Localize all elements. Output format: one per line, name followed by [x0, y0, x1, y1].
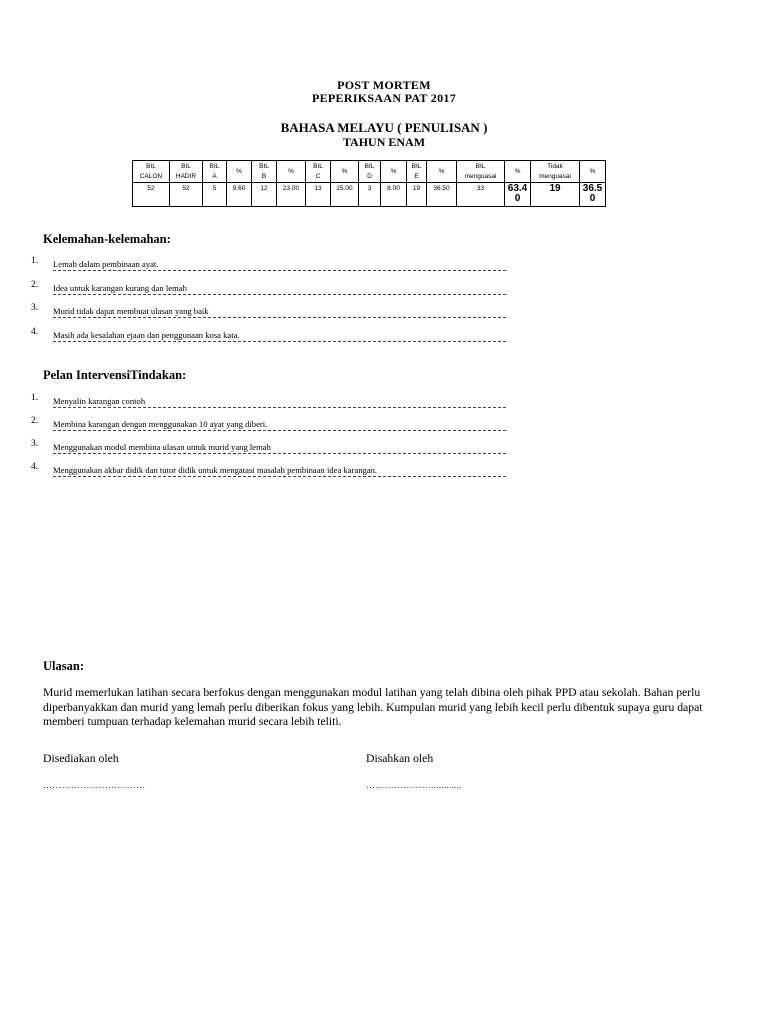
- value-cell: 5: [203, 183, 227, 207]
- header-cell: %: [277, 161, 306, 183]
- list-item: [0, 256, 510, 273]
- value-cell-tidak-menguasai-percent: 36.5 0: [580, 183, 606, 207]
- list-item: [0, 439, 510, 456]
- value-cell: 33: [457, 183, 505, 207]
- approved-by-signature-line: …………………............: [366, 780, 462, 790]
- value-cell: 23.00: [277, 183, 306, 207]
- header-cell: BIL CALON: [133, 161, 170, 183]
- list-text: Menggunakan akbar didik dan tutor didik untuk mengatasi masalah pembinaan idea karangan.: [53, 465, 506, 477]
- list-number: 2.: [31, 416, 39, 426]
- list-item: [0, 462, 510, 479]
- header-cell: BIL menguasai: [457, 161, 505, 183]
- list-text: Menggunakan modul membina ulasan untuk murid yang lemah: [53, 442, 506, 454]
- list-text: Membina karangan dengan menggunakan 10 ayat yang diberi.: [53, 419, 506, 431]
- list-text: Lemah dalam pembinaan ayat.: [53, 259, 506, 271]
- header-cell: %: [580, 161, 606, 183]
- list-text: Murid tidak dapat membuat ulasan yang baik: [53, 306, 506, 318]
- doc-title-year: TAHUN ENAM: [342, 135, 426, 149]
- doc-title-post-mortem: POST MORTEM: [337, 78, 431, 92]
- list-item: [0, 393, 510, 410]
- list-text: Masih ada kesalahan ejaan dan penggunaan kosa kata.: [53, 330, 506, 342]
- list-text: Idea untuk karangan kurang dan lemah: [53, 283, 506, 295]
- list-number: 1.: [31, 256, 39, 266]
- list-number: 4.: [31, 327, 39, 337]
- review-paragraph: Murid memerlukan latihan secara berfokus dengan menggunakan modul latihan yang telah dibina oleh pihak PPD atau sekolah. Bahan perlu diperbanyakkan dan murid yang lemah perlu diberikan fokus yang lebih. Kumpulan murid yang lebih kecil perlu dibentuk supaya guru dapat memberi tumpuan terhadap kelemahan murid secara lebih teliti.: [43, 686, 703, 729]
- header-cell: %: [227, 161, 252, 183]
- review-heading: Ulasan:: [43, 659, 84, 673]
- value-cell-menguasai-percent: 63.4 0: [505, 183, 531, 207]
- value-cell: 52: [133, 183, 170, 207]
- value-cell: 52: [170, 183, 203, 207]
- header-cell: BIL B: [252, 161, 277, 183]
- list-item: [0, 327, 510, 344]
- value-cell: 13: [306, 183, 331, 207]
- header-cell: BIL HADIR: [170, 161, 203, 183]
- header-cell: %: [427, 161, 457, 183]
- table-row: [133, 183, 606, 207]
- list-number: 3.: [31, 303, 39, 313]
- header-cell: BIL D: [359, 161, 381, 183]
- prepared-by-label: Disediakan oleh: [43, 752, 119, 765]
- value-cell: 36.50: [427, 183, 457, 207]
- value-cell-tidak-menguasai: 19: [531, 183, 580, 207]
- value-cell: 19: [407, 183, 427, 207]
- prepared-by-signature-line: ……………………………: [43, 780, 146, 790]
- approved-by-label: Disahkan oleh: [366, 752, 434, 765]
- list-number: 3.: [31, 439, 39, 449]
- header-cell: Tidak menguasai: [531, 161, 580, 183]
- doc-title-subject: BAHASA MELAYU ( PENULISAN ): [280, 120, 488, 135]
- value-cell: 9.60: [227, 183, 252, 207]
- weaknesses-heading: Kelemahan-kelemahan:: [43, 232, 171, 246]
- header-cell: %: [331, 161, 359, 183]
- list-number: 1.: [31, 393, 39, 403]
- value-cell: 3: [359, 183, 381, 207]
- value-cell: 25.00: [331, 183, 359, 207]
- list-number: 4.: [31, 462, 39, 472]
- list-text: Menyalin karangan contoh: [53, 396, 506, 408]
- doc-title-exam: PEPERIKSAAN PAT 2017: [311, 91, 456, 105]
- header-cell: BIL A: [203, 161, 227, 183]
- header-cell: BIL E: [407, 161, 427, 183]
- list-item: [0, 303, 510, 320]
- list-item: [0, 280, 510, 297]
- results-table: [132, 160, 606, 207]
- header-cell: %: [505, 161, 531, 183]
- header-cell: BIL C: [306, 161, 331, 183]
- header-cell: %: [381, 161, 407, 183]
- list-item: [0, 416, 510, 433]
- intervention-plan-heading: Pelan IntervensiTindakan:: [43, 368, 187, 382]
- list-number: 2.: [31, 280, 39, 290]
- value-cell: 12: [252, 183, 277, 207]
- table-header-row: [133, 161, 606, 183]
- value-cell: 8.00: [381, 183, 407, 207]
